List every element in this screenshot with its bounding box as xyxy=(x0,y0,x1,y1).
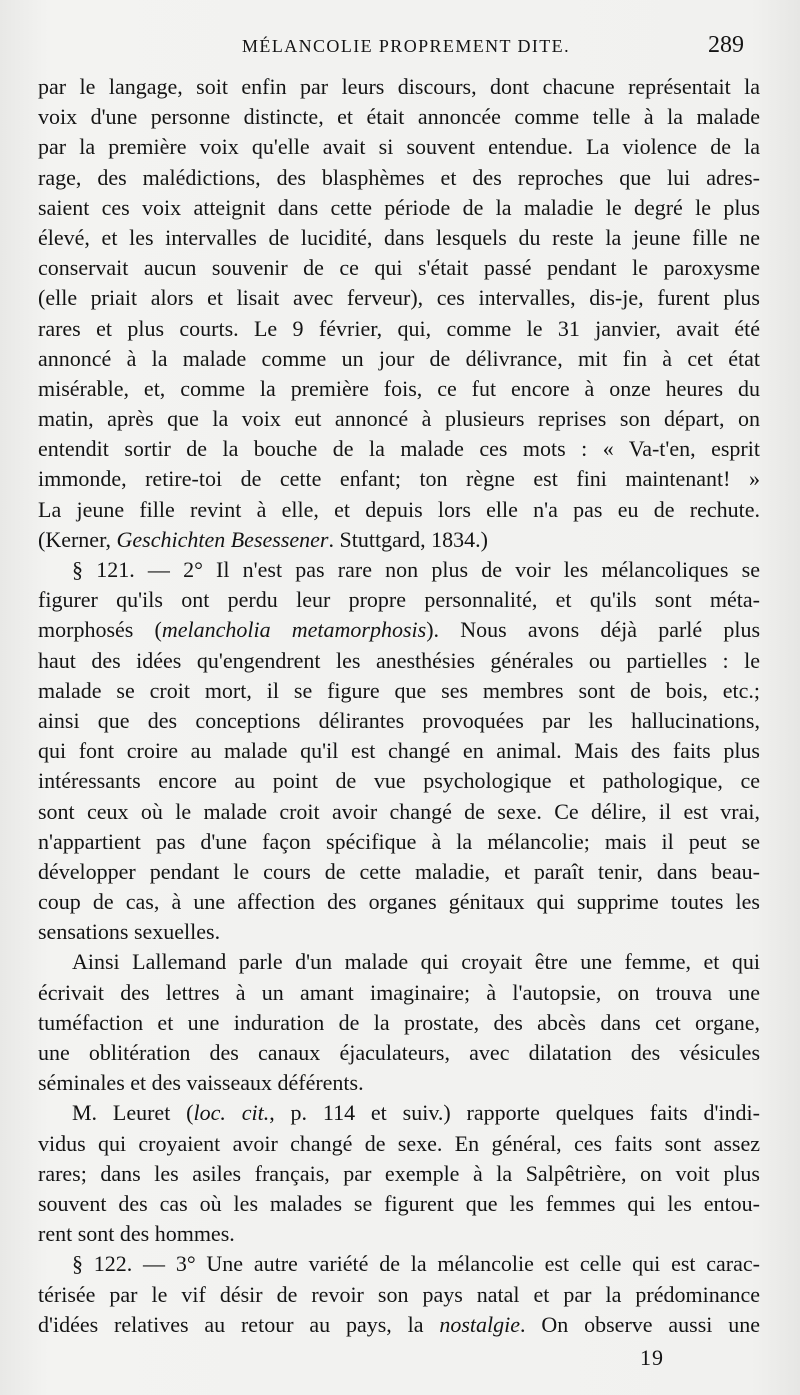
text-line: misérable, et, comme la première fois, ce fut encore à onze heures du xyxy=(38,375,760,401)
text-line: malade se croit mort, il se figure que ses membres sont de bois, etc.; xyxy=(38,677,760,703)
text-line: coup de cas, à une affection des organes génitaux qui supprime toutes les xyxy=(38,889,760,915)
term-nostalgie: nostalgie xyxy=(439,1311,521,1337)
text-line: rares; dans les asiles français, par exemple à la Salpêtrière, on voit plus xyxy=(38,1160,760,1186)
text-run: M. Leuret ( xyxy=(72,1100,194,1126)
page-body xyxy=(38,72,760,1340)
paragraph-first-line xyxy=(38,1098,760,1128)
text-line: figurer qu'ils ont perdu leur propre personnalité, et qu'ils sont méta- xyxy=(38,587,760,613)
text-line: (elle priait alors et lisait avec ferveur), ces intervalles, dis-je, furent plus xyxy=(38,285,760,311)
reference-abbrev: loc. cit. xyxy=(193,1100,270,1126)
text-line: saient ces voix atteignit dans cette période de la maladie le degré le plus xyxy=(38,194,760,220)
text-line: La jeune fille revint à elle, et depuis lors elle n'a pas eu de rechute. xyxy=(38,496,760,522)
citation-open: (Kerner, xyxy=(38,526,117,552)
text-line: sont ceux où le malade croit avoir changé de sexe. Ce délire, il est vrai, xyxy=(38,798,760,824)
text-line: qui font croire au malade qu'il est changé en animal. Mais des faits plus xyxy=(38,738,760,764)
text-line: par la première voix qu'elle avait si souvent entendue. La violence de la xyxy=(38,134,760,160)
text-line: conservait aucun souvenir de ce qui s'était passé pendant le paroxysme xyxy=(38,255,760,281)
text-line: souvent des cas où les malades se figurent que les femmes qui les entou- xyxy=(38,1190,760,1216)
text-line: térisée par le vif désir de revoir son pays natal et par la prédominance xyxy=(38,1281,760,1307)
page-number: 289 xyxy=(708,32,744,58)
text-line: une oblitération des canaux éjaculateurs, avec dilatation des vésicules xyxy=(38,1040,760,1065)
paragraph-first-line: Ainsi Lallemand parle d'un malade qui croyait être une femme, et qui xyxy=(72,949,760,975)
text-line: rares et plus courts. Le 9 février, qui, comme le 31 janvier, avait été xyxy=(38,315,760,341)
text-run: morphosés ( xyxy=(38,617,162,643)
text-line: voix d'une personne distincte, et était annoncée comme telle à la malade xyxy=(38,104,760,130)
running-head-title: MÉLANCOLIE PROPREMENT DITE. xyxy=(242,36,570,56)
text-line: rage, des malédictions, des blasphèmes et des reproches que lui adres- xyxy=(38,164,760,190)
text-line: tuméfaction et une induration de la prostate, des abcès dans cet organe, xyxy=(38,1009,760,1035)
text-line: développer pendant le cours de cette maladie, et paraît tenir, dans beau- xyxy=(38,858,760,884)
latin-term: melancholia metamorphosis xyxy=(161,617,427,643)
text-run: . On observe aussi une xyxy=(520,1311,760,1337)
text-line: haut des idées qu'engendrent les anesthésies générales ou partielles : le xyxy=(38,647,760,673)
text-line: élevé, et les intervalles de lucidité, dans lesquels du reste la jeune fille ne xyxy=(38,224,760,250)
text-line: ainsi que des conceptions délirantes provoquées par les hallucinations, xyxy=(38,707,760,733)
text-line: n'appartient pas d'une façon spécifique à la mélancolie; mais il peut se xyxy=(38,828,760,854)
text-run: d'idées relatives au retour au pays, la xyxy=(38,1311,440,1337)
section-122-heading-line: § 122. — 3° Une autre variété de la mélancolie est celle qui est carac- xyxy=(72,1251,760,1277)
text-line: rent sont des hommes. xyxy=(38,1221,235,1247)
section-121-heading-line: § 121. — 2° Il n'est pas rare non plus de voir les mélancoliques se xyxy=(72,557,760,582)
running-head xyxy=(38,32,774,62)
text-line xyxy=(38,615,760,645)
text-run: , p. 114 et suiv.) rapporte quelques faits d'indi- xyxy=(269,1100,760,1126)
text-line: entendit sortir de la bouche de la malade ces mots : « Va-t'en, esprit xyxy=(38,436,760,462)
text-line: séminales et des vaisseaux déférents. xyxy=(38,1070,364,1096)
text-run: ). Nous avons déjà parlé plus xyxy=(426,617,761,643)
text-line: matin, après que la voix eut annoncé à plusieurs reprises son départ, on xyxy=(38,406,760,432)
text-line: écrivait des lettres à un amant imaginaire; à l'autopsie, on trouva une xyxy=(38,979,760,1005)
text-line: immonde, retire-toi de cette enfant; ton règne est fini maintenant! » xyxy=(38,466,760,492)
citation-line xyxy=(38,525,760,555)
citation-title: Geschichten Besessener xyxy=(116,526,329,552)
text-line: intéressants encore au point de vue psychologique et pathologique, ce xyxy=(38,768,760,794)
citation-close: . Stuttgard, 1834.) xyxy=(328,526,488,552)
text-line: par le langage, soit enfin par leurs discours, dont chacune représentait la xyxy=(38,74,760,99)
signature-mark: 19 xyxy=(640,1345,664,1370)
text-line: sensations sexuelles. xyxy=(38,919,221,945)
text-line xyxy=(38,1310,760,1340)
text-line: annoncé à la malade comme un jour de délivrance, mit fin à cet état xyxy=(38,345,760,371)
text-line: vidus qui croyaient avoir changé de sexe. En général, ces faits sont assez xyxy=(38,1130,760,1156)
